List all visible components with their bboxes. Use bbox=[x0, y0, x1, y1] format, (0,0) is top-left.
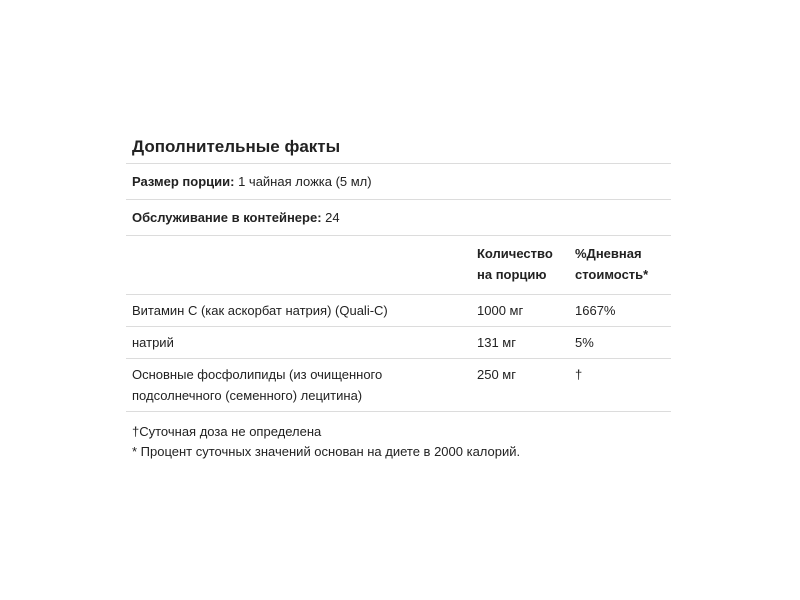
amount-header-line1: Количество bbox=[477, 246, 553, 261]
nutrient-name bbox=[126, 359, 477, 411]
nutrient-dv: † bbox=[575, 367, 583, 382]
dv-header-line2: стоимость* bbox=[575, 267, 649, 282]
table-row bbox=[126, 327, 671, 359]
servings-per-container-row bbox=[126, 200, 671, 236]
footnotes bbox=[126, 412, 671, 462]
table-row bbox=[126, 295, 671, 327]
nutrient-dv: 1667% bbox=[575, 303, 616, 318]
supplement-facts-panel bbox=[126, 130, 671, 462]
amount-header-line2: на порцию bbox=[477, 267, 547, 282]
nutrient-name: Витамин С (как аскорбат натрия) (Quali-C) bbox=[132, 303, 388, 318]
serving-size-value: 1 чайная ложка (5 мл) bbox=[234, 174, 372, 189]
table-row bbox=[126, 359, 671, 412]
dv-header-line1: %Дневная bbox=[575, 246, 642, 261]
amount-column-header bbox=[477, 238, 575, 290]
serving-size-row bbox=[126, 164, 671, 200]
serving-size-label: Размер порции: bbox=[132, 174, 235, 189]
footnote-asterisk: * Процент суточных значений основан на диете в 2000 калорий. bbox=[132, 444, 521, 459]
footnote-dagger: †Суточная доза не определена bbox=[132, 424, 322, 439]
servings-per-container-label: Обслуживание в контейнере: bbox=[132, 210, 322, 225]
nutrient-amount: 1000 мг bbox=[477, 303, 524, 318]
nutrient-name-line2: подсолнечного (семенного) лецитина) bbox=[132, 388, 363, 403]
dv-column-header bbox=[575, 238, 671, 290]
panel-title: Дополнительные факты bbox=[126, 130, 671, 164]
nutrient-dv: 5% bbox=[575, 335, 594, 350]
servings-per-container-value: 24 bbox=[321, 210, 340, 225]
column-header-row bbox=[126, 236, 671, 295]
nutrient-name: натрий bbox=[132, 335, 174, 350]
nutrient-amount: 131 мг bbox=[477, 335, 516, 350]
nutrient-name-line1: Основные фосфолипиды (из очищенного bbox=[132, 367, 383, 382]
nutrient-amount: 250 мг bbox=[477, 367, 516, 382]
name-column-header bbox=[126, 238, 477, 290]
